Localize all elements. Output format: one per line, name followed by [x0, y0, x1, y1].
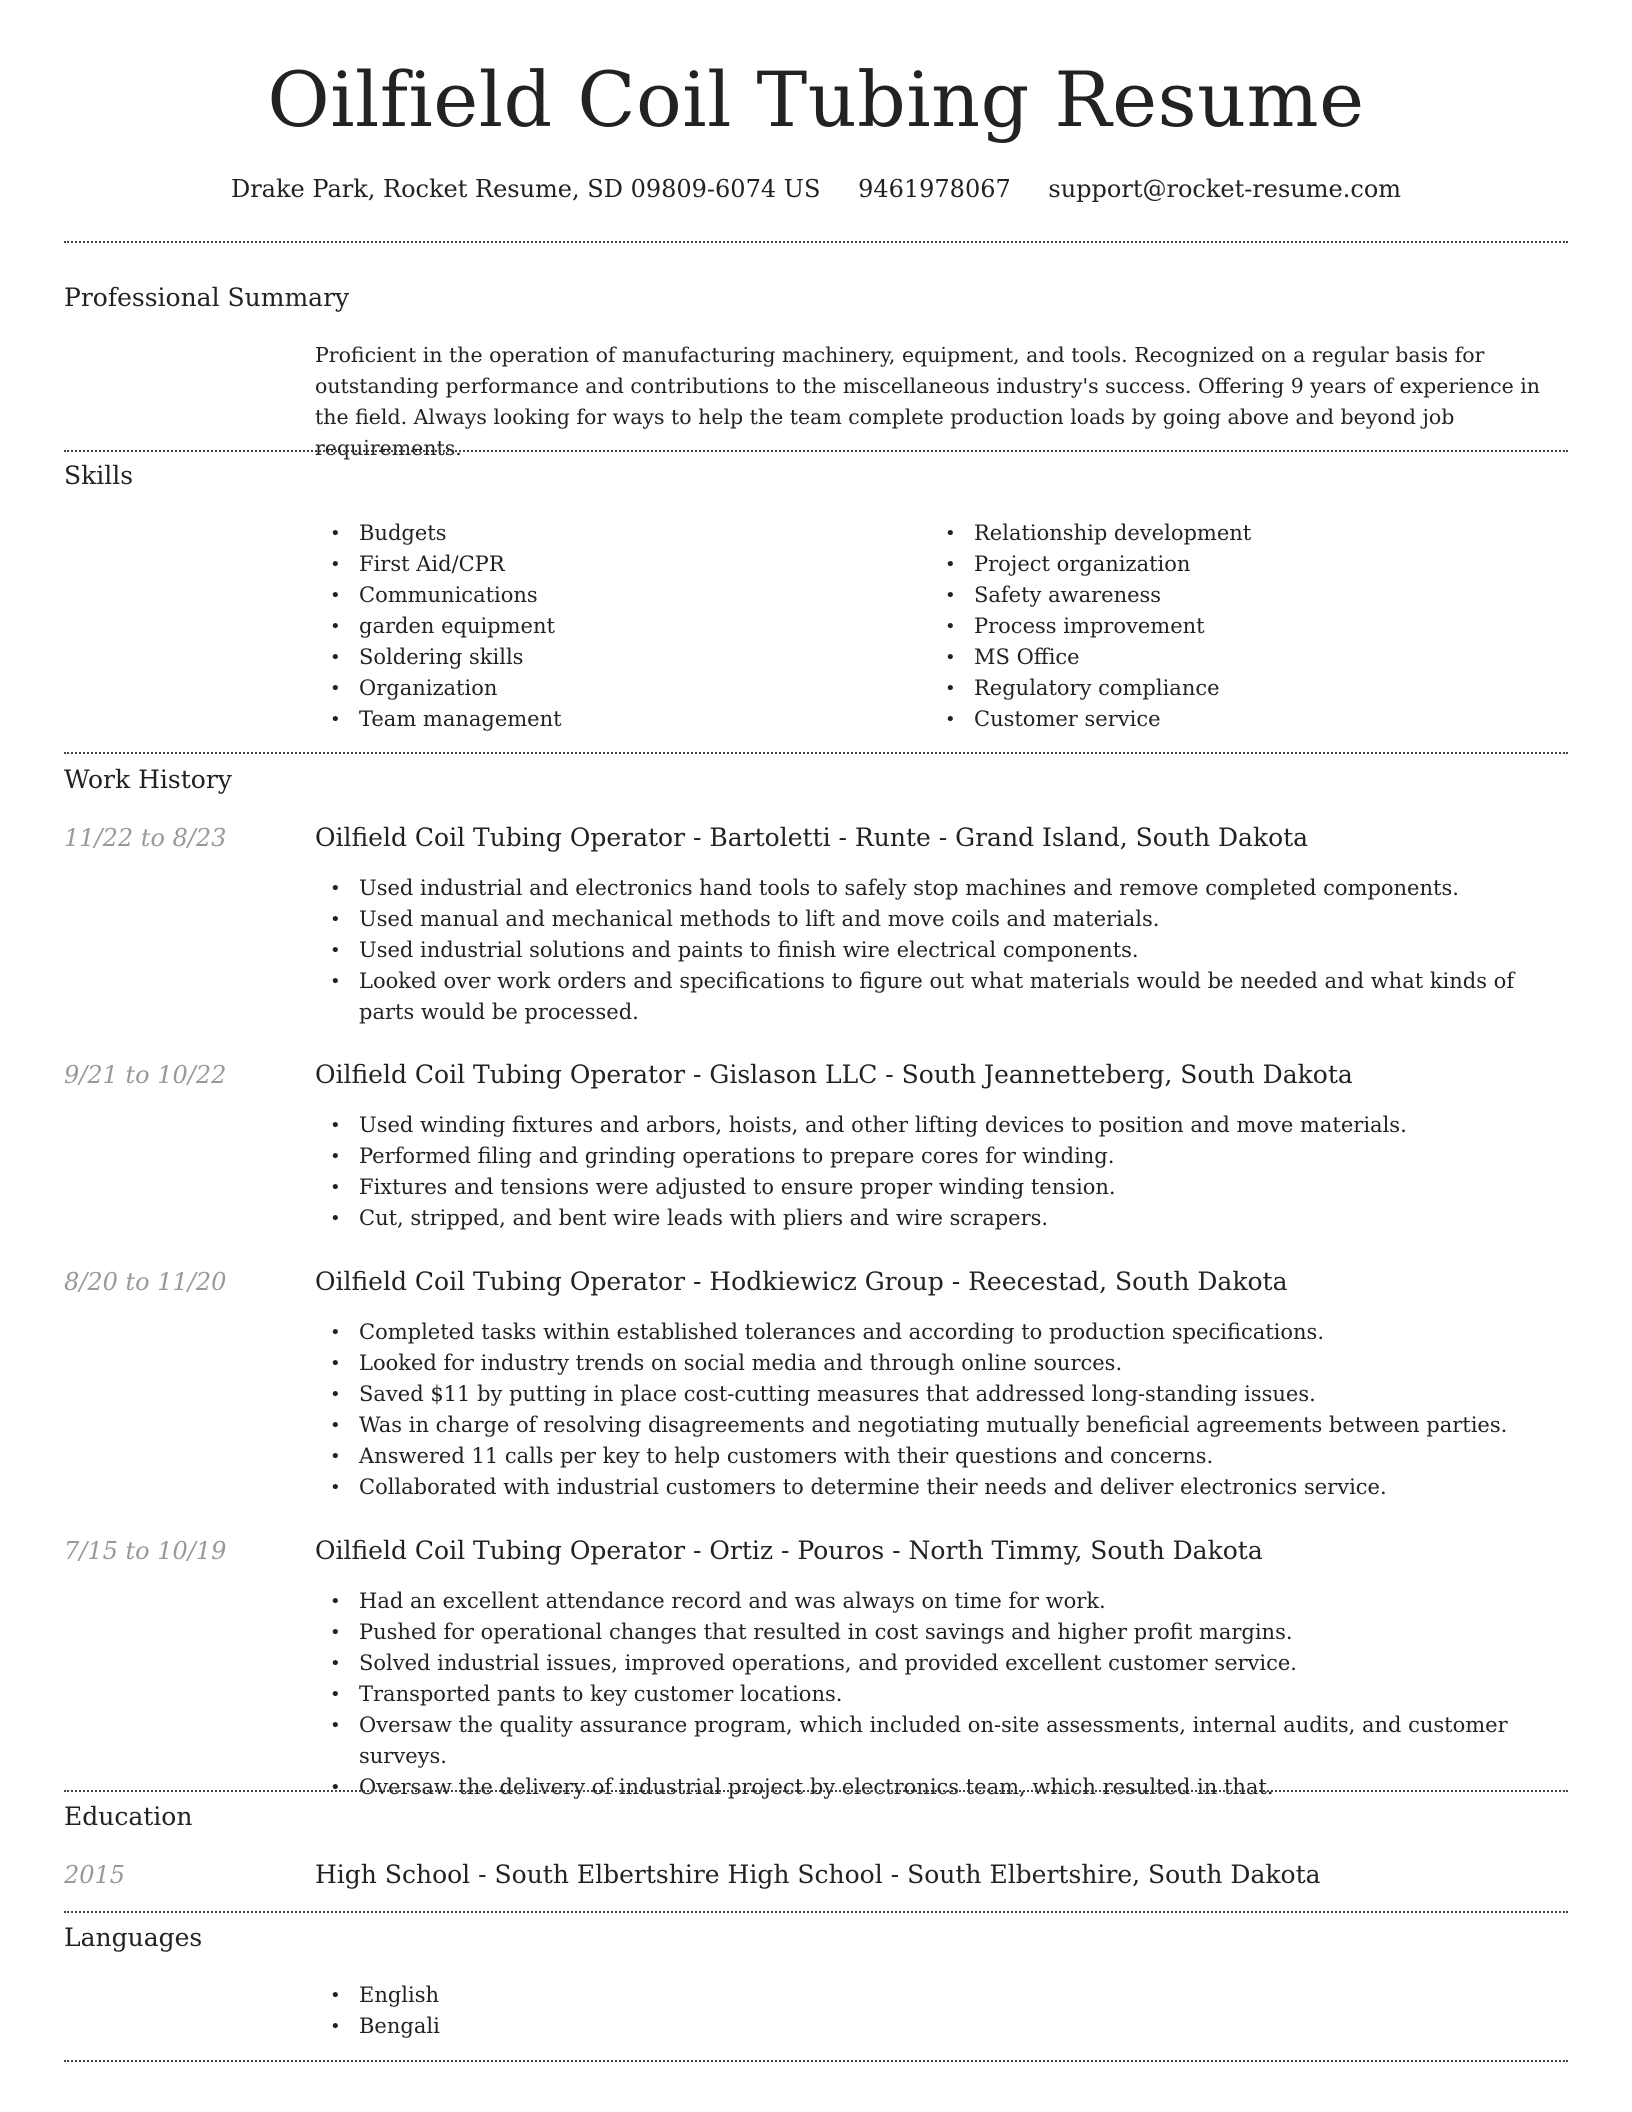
list-item: • Used industrial solutions and paints to finish wire electrical components.	[315, 935, 1568, 966]
section-heading-skills: Skills	[64, 461, 134, 490]
list-item: • Looked over work orders and specifications to figure out what materials would be needed and what kinds of parts would be processed.	[315, 966, 1568, 1028]
list-item: • Solved industrial issues, improved operations, and provided excellent customer service.	[315, 1648, 1568, 1679]
contact-line	[64, 173, 1568, 205]
list-item: • Customer service	[930, 704, 1545, 735]
list-item: • English	[315, 1980, 1568, 2011]
list-item: • Soldering skills	[315, 642, 930, 673]
list-item: • Safety awareness	[930, 580, 1545, 611]
job-bullets	[315, 1586, 1568, 1803]
skills-column-left	[315, 518, 930, 735]
list-item: • garden equipment	[315, 611, 930, 642]
divider	[64, 2060, 1568, 2062]
job-bullets	[315, 1110, 1568, 1234]
languages-list	[315, 1980, 1568, 2042]
list-item: • Process improvement	[930, 611, 1545, 642]
list-item: • Relationship development	[930, 518, 1545, 549]
list-item: • Pushed for operational changes that resulted in cost savings and higher profit margins.	[315, 1617, 1568, 1648]
section-heading-languages: Languages	[64, 1923, 203, 1952]
list-item: • Organization	[315, 673, 930, 704]
list-item: • First Aid/CPR	[315, 549, 930, 580]
skills-column-right	[930, 518, 1545, 735]
list-item: • Communications	[315, 580, 930, 611]
job-title: Oilfield Coil Tubing Operator - Bartoletti - Runte - Grand Island, South Dakota	[315, 823, 1309, 852]
list-item: • Was in charge of resolving disagreements and negotiating mutually beneficial agreements between parties.	[315, 1410, 1568, 1441]
list-item: • Saved $11 by putting in place cost-cutting measures that addressed long-standing issues.	[315, 1379, 1568, 1410]
divider	[64, 752, 1568, 754]
education-title: High School - South Elbertshire High School - South Elbertshire, South Dakota	[315, 1860, 1321, 1889]
list-item: • Budgets	[315, 518, 930, 549]
divider	[64, 241, 1568, 243]
job-bullets	[315, 873, 1568, 1028]
contact-address: Drake Park, Rocket Resume, SD 09809-6074 US	[230, 175, 821, 203]
list-item: • Had an excellent attendance record and was always on time for work.	[315, 1586, 1568, 1617]
list-item: • Cut, stripped, and bent wire leads with pliers and wire scrapers.	[315, 1203, 1568, 1234]
section-heading-education: Education	[64, 1802, 193, 1831]
list-item: • Bengali	[315, 2011, 1568, 2042]
section-heading-work: Work History	[64, 765, 232, 794]
section-heading-summary: Professional Summary	[64, 283, 350, 312]
list-item: • Used manual and mechanical methods to lift and move coils and materials.	[315, 904, 1568, 935]
list-item: • MS Office	[930, 642, 1545, 673]
contact-phone: 9461978067	[858, 175, 1011, 203]
job-title: Oilfield Coil Tubing Operator - Ortiz - Pouros - North Timmy, South Dakota	[315, 1536, 1263, 1565]
list-item: • Oversaw the delivery of industrial project by electronics team, which resulted in that.	[315, 1772, 1568, 1803]
resume-title: Oilfield Coil Tubing Resume	[267, 55, 1365, 144]
list-item: • Oversaw the quality assurance program, which included on-site assessments, internal audits, and customer surveys.	[315, 1710, 1568, 1772]
job-title: Oilfield Coil Tubing Operator - Hodkiewicz Group - Reecestad, South Dakota	[315, 1267, 1288, 1296]
list-item: • Performed filing and grinding operations to prepare cores for winding.	[315, 1141, 1568, 1172]
list-item: • Looked for industry trends on social media and through online sources.	[315, 1348, 1568, 1379]
list-item: • Regulatory compliance	[930, 673, 1545, 704]
divider	[64, 450, 1568, 452]
job-bullets	[315, 1317, 1568, 1503]
list-item: • Used industrial and electronics hand tools to safely stop machines and remove completed components.	[315, 873, 1568, 904]
list-item: • Transported pants to key customer locations.	[315, 1679, 1568, 1710]
list-item: • Used winding fixtures and arbors, hoists, and other lifting devices to position and move materials.	[315, 1110, 1568, 1141]
job-date: 8/20 to 11/20	[64, 1268, 227, 1296]
job-date: 7/15 to 10/19	[64, 1537, 227, 1565]
list-item: • Fixtures and tensions were adjusted to ensure proper winding tension.	[315, 1172, 1568, 1203]
list-item: • Project organization	[930, 549, 1545, 580]
job-title: Oilfield Coil Tubing Operator - Gislason LLC - South Jeannetteberg, South Dakota	[315, 1060, 1353, 1089]
divider	[64, 1790, 1568, 1792]
list-item: • Answered 11 calls per key to help customers with their questions and concerns.	[315, 1441, 1568, 1472]
list-item: • Completed tasks within established tolerances and according to production specifications.	[315, 1317, 1568, 1348]
education-date: 2015	[64, 1861, 126, 1889]
contact-email: support@rocket-resume.com	[1048, 175, 1402, 203]
job-date: 9/21 to 10/22	[64, 1061, 227, 1089]
job-date: 11/22 to 8/23	[64, 824, 227, 852]
skills-list	[315, 518, 1568, 735]
list-item: • Team management	[315, 704, 930, 735]
divider	[64, 1911, 1568, 1913]
summary-text: Proficient in the operation of manufacturing machinery, equipment, and tools. Recognized on a regular basis for outstanding performance and contributions to the miscellaneous industry's success. Offering 9 years of experience in the field. Always looking for ways to help the team complete production loads by going above and beyond job requirements.	[315, 343, 1541, 460]
list-item: • Collaborated with industrial customers to determine their needs and deliver electronics service.	[315, 1472, 1568, 1503]
